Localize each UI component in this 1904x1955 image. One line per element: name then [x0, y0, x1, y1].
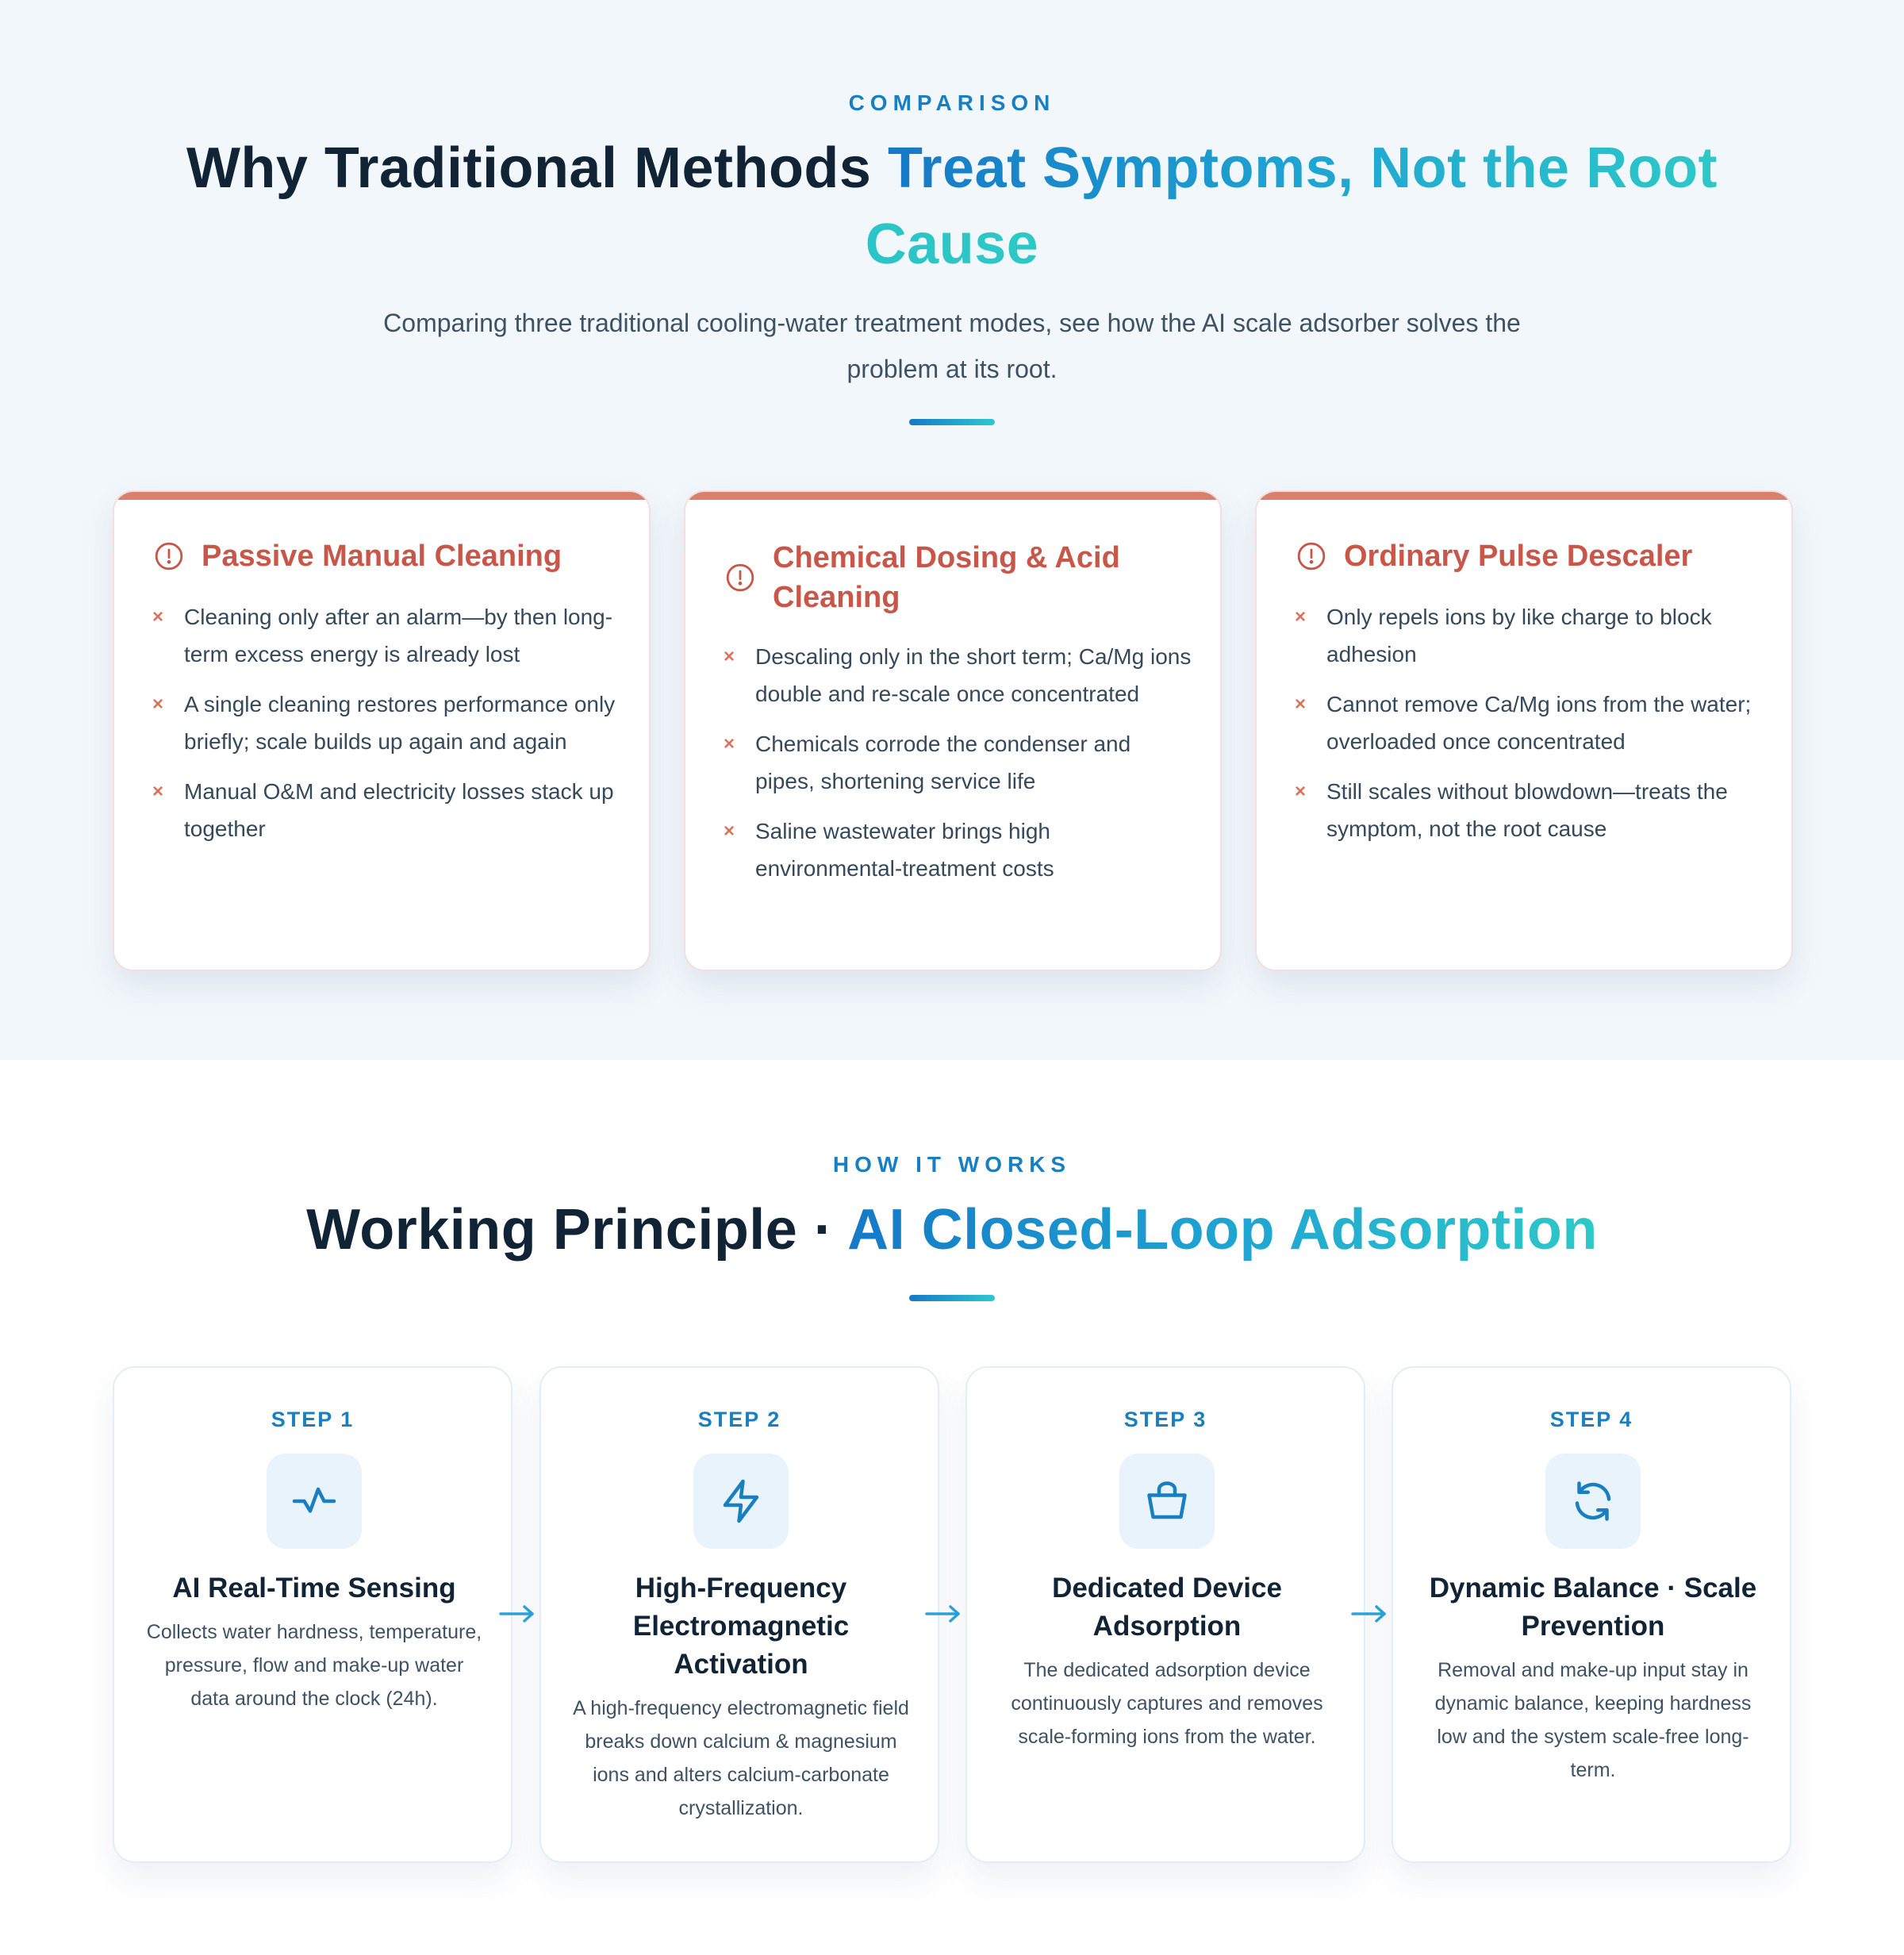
step-card-1 — [113, 1366, 512, 1863]
comparison-title — [127, 130, 1777, 282]
comparison-subtitle — [317, 300, 1587, 392]
comparison-title-accent-2: Cause — [865, 213, 1039, 276]
step-title: AI Real-Time Sensing — [172, 1573, 456, 1604]
x-mark-icon: × — [724, 733, 735, 755]
comparison-divider — [909, 419, 995, 425]
step-description: A high-frequency electromagnetic field breaks down calcium & magnesium ions and alters calcium-carbonate crystallization. — [573, 1697, 909, 1819]
step-label: STEP 1 — [271, 1408, 355, 1431]
problem-card-header — [1296, 536, 1764, 576]
step-description: Collects water hardness, temperature, pressure, flow and make-up water data around the clock (24h). — [146, 1621, 482, 1710]
problem-card-title: Passive Manual Cleaning — [202, 540, 562, 573]
x-mark-icon: × — [1295, 693, 1307, 715]
problem-item: × Chemicals corrode the condenser and pipes, shortening service life — [724, 725, 1192, 800]
comparison-eyebrow: COMPARISON — [848, 90, 1056, 115]
step-title: Dedicated Device Adsorption — [1052, 1573, 1282, 1642]
arrow-right-icon — [1349, 1598, 1389, 1630]
refresh-icon — [1569, 1477, 1617, 1525]
x-mark-icon: × — [724, 820, 735, 842]
step-icon-box — [1119, 1454, 1215, 1549]
how-title-lead: Working Principle · — [306, 1198, 848, 1262]
x-mark-icon: × — [152, 606, 164, 628]
how-title-accent: AI Closed-Loop Adsorption — [847, 1198, 1598, 1262]
step-label: STEP 2 — [697, 1408, 781, 1431]
step-icon-box — [267, 1454, 362, 1549]
step-label: STEP 4 — [1549, 1408, 1633, 1431]
x-mark-icon: × — [152, 781, 164, 802]
problem-card-pulse-descaler — [1255, 490, 1793, 971]
step-description: The dedicated adsorption device continuously captures and removes scale-forming ions from the water. — [1011, 1659, 1323, 1748]
comparison-title-accent: Treat Symptoms, Not the Root — [887, 136, 1718, 200]
x-mark-icon: × — [1295, 606, 1307, 628]
step-description: Removal and make-up input stay in dynamic balance, keeping hardness low and the system scale-free long-term. — [1434, 1659, 1752, 1781]
comparison-subtitle-line2: problem at its root. — [846, 355, 1058, 383]
problem-item: × Only repels ions by like charge to block adhesion — [1295, 598, 1763, 673]
problem-card-manual-cleaning — [113, 490, 651, 971]
step-card-3 — [965, 1366, 1365, 1863]
step-icon-box — [1545, 1454, 1641, 1549]
step-icon-box — [693, 1454, 789, 1549]
problem-card-chemical-dosing — [684, 490, 1222, 971]
problem-item: × Cleaning only after an alarm—by then long-term excess energy is already lost — [152, 598, 620, 673]
problem-item: × A single cleaning restores performance only briefly; scale builds up again and again — [152, 686, 620, 760]
x-mark-icon: × — [724, 646, 735, 667]
x-mark-icon: × — [1295, 781, 1307, 802]
lightning-icon — [717, 1477, 765, 1525]
problem-list — [724, 638, 1192, 900]
problem-item: × Cannot remove Ca/Mg ions from the water; overloaded once concentrated — [1295, 686, 1763, 760]
problem-item: × Saline wastewater brings high environmental-treatment costs — [724, 812, 1192, 887]
problem-list — [1295, 598, 1763, 860]
arrow-right-icon — [923, 1598, 963, 1630]
step-title: High-Frequency Electromagnetic Activation — [632, 1573, 850, 1680]
how-divider — [909, 1295, 995, 1301]
comparison-title-lead: Why Traditional Methods — [186, 136, 888, 200]
problem-item: × Descaling only in the short term; Ca/Mg ions double and re-scale once concentrated — [724, 638, 1192, 712]
problem-item: × Still scales without blowdown—treats the symptom, not the root cause — [1295, 773, 1763, 847]
problem-card-title: Ordinary Pulse Descaler — [1344, 540, 1693, 573]
step-card-2 — [539, 1366, 939, 1863]
problem-card-header — [725, 538, 1193, 617]
problem-card-header — [154, 536, 622, 576]
comparison-subtitle-line1: Comparing three traditional cooling-water treatment modes, see how the AI scale adsorber solves the — [383, 309, 1521, 337]
how-eyebrow: HOW IT WORKS — [832, 1152, 1072, 1177]
problem-item: × Manual O&M and electricity losses stack up together — [152, 773, 620, 847]
pulse-icon — [290, 1477, 338, 1525]
alert-circle-icon — [725, 563, 755, 593]
alert-circle-icon — [154, 541, 184, 571]
x-mark-icon: × — [152, 693, 164, 715]
alert-circle-icon — [1296, 541, 1326, 571]
problem-card-title: Chemical Dosing & Acid Cleaning — [773, 541, 1120, 614]
problem-list — [152, 598, 620, 860]
basket-icon — [1143, 1477, 1191, 1525]
how-title — [127, 1192, 1777, 1268]
step-card-4 — [1392, 1366, 1791, 1863]
arrow-right-icon — [497, 1598, 537, 1630]
step-title: Dynamic Balance · Scale Prevention — [1429, 1573, 1757, 1642]
step-label: STEP 3 — [1123, 1408, 1207, 1431]
